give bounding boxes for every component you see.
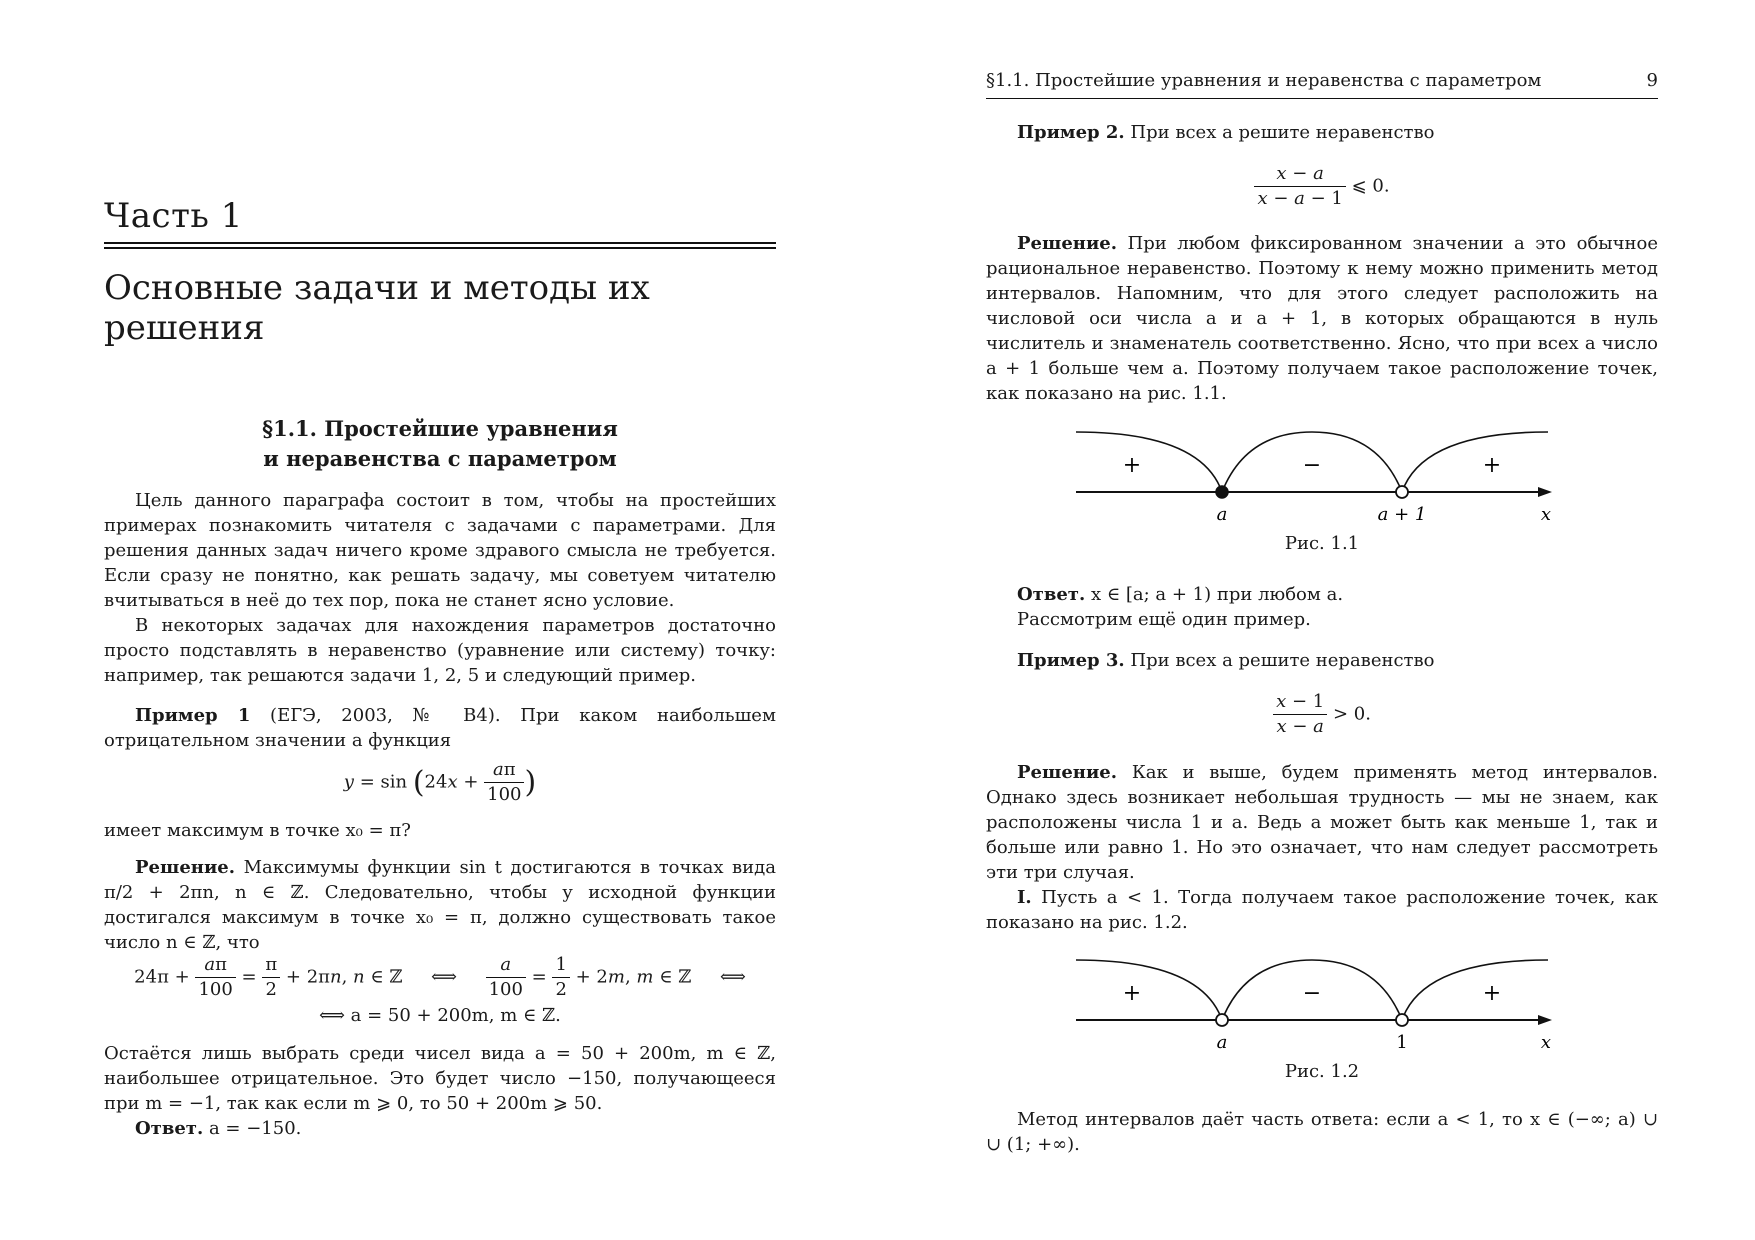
intro-paragraph-1: Цель данного параграфа состоит в том, чтобы на простейших примерах познакомить читателя с задачами с параметрами. Для решения данных задач ничего кроме здравого смысла не требуется. Если сразу не понятно, как решать задачу, мы советуем читателю вчитываться в неё до тех пор, пока не станет ясно условие. — [104, 490, 776, 611]
fig2-arc-right — [1402, 960, 1548, 1020]
figure-1-1 — [1076, 420, 1576, 525]
fig1-sign-2: − — [1302, 453, 1322, 478]
running-header-title: §1.1. Простейшие уравнения и неравенства с параметром — [986, 70, 1542, 91]
example-3-statement — [986, 648, 1658, 673]
partial-answer: Метод интервалов даёт часть ответа: если a < 1, то x ∈ (−∞; a) ∪ ∪ (1; +∞). — [986, 1109, 1658, 1155]
page-number: 9 — [1646, 70, 1658, 91]
fig1-point-a-plus-1 — [1396, 486, 1408, 498]
part-title: Часть 1 — [104, 196, 243, 236]
section-title-line1: §1.1. Простейшие уравнения — [262, 416, 618, 441]
fig2-axis-label: x — [1540, 1032, 1552, 1053]
fig1-axis-arrow-icon — [1538, 487, 1552, 497]
chapter-title: Основные задачи и методы их решения — [104, 268, 650, 348]
solution-2-text: При любом фиксированном значении a это обычное рациональное неравенство. Поэтому к нему можно применить метод интервалов. Напомним, что для этого следует расположить на числовой оси числа a и a + 1, в которых обращаются в нуль числитель и знаменатель соответственно. Ясно, что при всех a число a + 1 больше чем a. Поэтому получаем такое расположение точек, как показано на рис. 1.1. — [986, 233, 1658, 404]
fig1-point-a — [1216, 486, 1228, 498]
fig2-point-a — [1216, 1014, 1228, 1026]
case-1 — [986, 885, 1658, 935]
fig2-label-1: 1 — [1396, 1032, 1408, 1053]
example-1-question: имеет максимум в точке x₀ = π? — [104, 820, 411, 841]
fig1-arc-right — [1402, 432, 1548, 492]
fig2-axis-arrow-icon — [1538, 1015, 1552, 1025]
example-1-text: При каком наибольшем отрицательном значении a функция — [104, 705, 776, 751]
header-rule — [986, 98, 1658, 99]
section-title — [104, 414, 776, 474]
solution-1 — [104, 855, 776, 955]
section-title-line2: и неравенства с параметром — [263, 446, 617, 471]
running-header — [986, 70, 1658, 91]
solution-3 — [986, 760, 1658, 935]
example-1 — [104, 703, 776, 753]
fig2-arc-left — [1076, 960, 1222, 1020]
fig1-label-a: a — [1216, 504, 1228, 525]
fig1-arc-left — [1076, 432, 1222, 492]
figure-1-2-caption: Рис. 1.2 — [1284, 1061, 1360, 1082]
fig2-sign-2: − — [1302, 981, 1322, 1006]
part-rule-top — [104, 242, 776, 244]
solution-1-conclusion-block — [104, 1041, 776, 1141]
intro-text — [104, 488, 776, 688]
answer-1 — [104, 1116, 776, 1141]
answer-2 — [986, 582, 1658, 607]
solution-1-conclusion: Остаётся лишь выбрать среди чисел вида a = 50 + 200m, m ∈ ℤ, наибольшее отрицательное. Это будет число −150, получающееся при m = −1, так как если m ⩾ 0, то 50 + 200m ⩾ 50. — [104, 1043, 776, 1114]
case-1-text: Пусть a < 1. Тогда получаем такое расположение точек, как показано на рис. 1.2. — [986, 887, 1658, 933]
partial-answer-block — [986, 1107, 1658, 1157]
solution-1-equation-2: ⟺ a = 50 + 200m, m ∈ ℤ. — [319, 1005, 561, 1026]
answer-1-label: Ответ. — [135, 1118, 204, 1139]
solution-3-text: Как и выше, будем применять метод интервалов. Однако здесь возникает небольшая трудность — мы не знаем, как расположены числа 1 и a. Ведь a может быть как меньше 1, так и больше или равно 1. Но это означает, что нам следует рассмотреть эти три случая. — [986, 762, 1658, 883]
answer-2-value: x ∈ [a; a + 1) при любом a. — [1090, 584, 1344, 605]
solution-1-label: Решение. — [135, 857, 236, 878]
solution-3-label: Решение. — [1017, 762, 1118, 783]
figure-1-2 — [1076, 948, 1576, 1053]
example-1-formula: y = sin (24x + $\frac{a\pi}{100}$ ) — [343, 759, 537, 805]
fig2-point-1 — [1396, 1014, 1408, 1026]
figure-1-1-caption: Рис. 1.1 — [1284, 533, 1360, 554]
example-3-text: При всех a решите неравенство — [1130, 650, 1435, 671]
fig1-axis-label: x — [1540, 504, 1552, 525]
solution-3-text-block — [986, 760, 1658, 885]
fig2-sign-3: + — [1482, 981, 1502, 1006]
transition-text: Рассмотрим ещё один пример. — [1017, 609, 1311, 630]
example-1-question-block — [104, 818, 776, 843]
fig1-label-a-plus-1: a + 1 — [1377, 504, 1427, 525]
solution-2-text-block — [986, 231, 1658, 406]
part-rule-bottom — [104, 247, 776, 249]
solution-1-equation-1: 24π + $\frac{a\pi}{100}$ = $\frac{\pi}{2}$ + 2πn, n ∈ ℤ ⟺ $\frac{a}{100}$ = $\frac{1}{2}$ + 2m, m ∈ ℤ ⟺ — [134, 954, 746, 1000]
solution-2 — [986, 231, 1658, 406]
example-2 — [986, 120, 1658, 145]
fig1-sign-3: + — [1482, 453, 1502, 478]
example-2-text: При всех a решите неравенство — [1130, 122, 1435, 143]
intro-paragraph-2: В некоторых задачах для нахождения параметров достаточно просто подставлять в неравенство (уравнение или систему) точку: например, так решаются задачи 1, 2, 5 и следующий пример. — [104, 615, 776, 686]
case-1-label: I. — [1017, 887, 1032, 908]
fig1-sign-1: + — [1122, 453, 1142, 478]
answer-1-value: a = −150. — [208, 1118, 302, 1139]
example-3-formula: $\frac{x - 1}{x - a}$ > 0. — [986, 690, 1658, 739]
example-1-statement — [104, 703, 776, 753]
example-2-label: Пример 2. — [1017, 122, 1125, 143]
solution-1-text-block — [104, 855, 776, 955]
example-2-formula: $\frac{x - a}{x - a - 1}$ ⩽ 0. — [986, 162, 1658, 211]
fig2-sign-1: + — [1122, 981, 1142, 1006]
example-1-source: (ЕГЭ, 2003, № B4). — [270, 705, 501, 726]
solution-1-text: Максимумы функции sin t достигаются в точках вида π/2 + 2πn, n ∈ ℤ. Следовательно, чтобы у исходной функции достигался максимум в точке x₀ = π, должно существовать такое число n ∈ ℤ, что — [104, 857, 776, 953]
example-1-label: Пример 1 — [135, 705, 251, 726]
answer-2-label: Ответ. — [1017, 584, 1086, 605]
solution-2-label: Решение. — [1017, 233, 1118, 254]
example-2-statement — [986, 120, 1658, 145]
fig2-label-a: a — [1216, 1032, 1228, 1053]
example-3 — [986, 648, 1658, 673]
example-3-label: Пример 3. — [1017, 650, 1125, 671]
answer-2-block — [986, 582, 1658, 632]
